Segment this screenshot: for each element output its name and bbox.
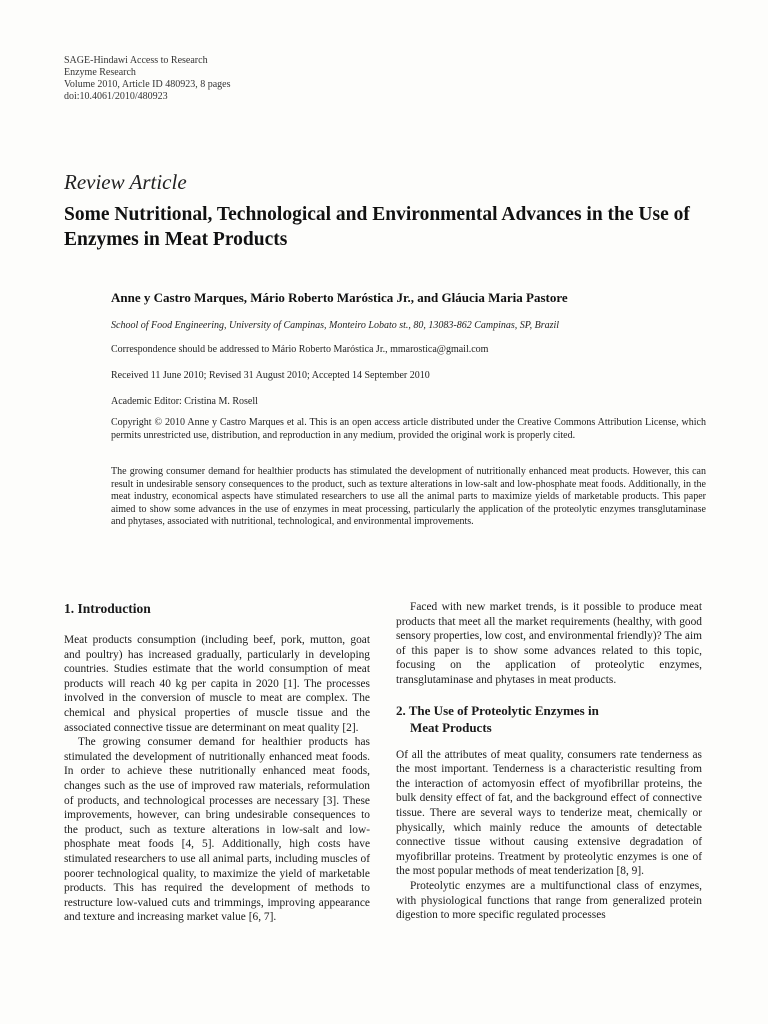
section-heading-line-1: 2. The Use of Proteolytic Enzymes in [396,702,599,718]
section-heading-line-2: Meat Products [410,719,492,735]
academic-editor: Academic Editor: Cristina M. Rosell [111,396,258,407]
correspondence: Correspondence should be addressed to Mário Roberto Maróstica Jr., mmarostica@gmail.com [111,344,489,355]
authors: Anne y Castro Marques, Mário Roberto Maróstica Jr., and Gláucia Maria Pastore [111,290,568,305]
left-column [64,600,370,925]
journal-info [64,55,230,103]
journal-volume: Volume 2010, Article ID 480923, 8 pages [64,79,231,90]
section2-paragraph-1: Of all the attributes of meat quality, consumers rate tenderness as the most important. Tenderness is a characteristic resulting from the interaction of actomyosin effect of myofibrillar proteins, the bulk density effect of fat, and the background effect of connective tissue. There are several ways to tenderize meat, chemically or physically, which mainly reduce the amounts of detectable connective tissue without causing extensive degradation of myofibrillar proteins. Treatment by proteolytic enzymes is one of the most popular methods of meat tenderization [8, 9]. [396,748,702,878]
article-type: Review Article [64,170,187,194]
section-heading-introduction: 1. Introduction [64,601,151,616]
intro-paragraph-3: Faced with new market trends, is it possible to produce meat products that meet all the market requirements (healthy, with good sensory properties, low cost, and environmental friendly)? The aim of this paper is to show some advances related to this topic, focusing on the application of proteolytic enzymes, transglutaminase and phytases in meat products. [396,601,702,686]
abstract: The growing consumer demand for healthier products has stimulated the development of nutritionally enhanced meat products. However, this can result in undesirable sensory consequences to the product, such as texture alterations in low-salt and low-phosphate meat foods. Additionally, in the meat industry, economical aspects have stimulated researchers to use all the animal parts to maximize yields of marketable products. This paper aimed to show some advances in the use of enzymes in meat processing, particularly the application of the proteolytic enzymes transglutaminase and phytases, associated with nutritional, technological, and environmental improvements. [111,466,706,527]
copyright: Copyright © 2010 Anne y Castro Marques et al. This is an open access article distributed under the Creative Commons Attribution License, which permits unrestricted use, distribution, and reproduction in any medium, provided the original work is properly cited. [111,417,706,441]
journal-doi: doi:10.4061/2010/480923 [64,91,168,102]
intro-paragraph-1: Meat products consumption (including beef, pork, mutton, goat and poultry) has increased gradually, particularly in developing countries. Studies estimate that the world consumption of meat products will reach 40 kg per capita in 2020 [1]. The processes involved in the conversion of muscle to meat are complex. The chemical and physical properties of muscle tissue and the associated connective tissue are determinant on meat quality [2]. [64,634,370,734]
affiliation: School of Food Engineering, University of Campinas, Monteiro Lobato st., 80, 13083-862 Campinas, SP, Brazil [111,320,560,331]
section2-paragraph-2: Proteolytic enzymes are a multifunctional class of enzymes, with physiological functions that range from generalized protein digestion to more specific regulated processes [396,879,702,922]
journal-name: Enzyme Research [64,67,136,78]
journal-publisher: SAGE-Hindawi Access to Research [64,55,208,66]
dates: Received 11 June 2010; Revised 31 August 2010; Accepted 14 September 2010 [111,370,430,381]
intro-paragraph-2: The growing consumer demand for healthier products has stimulated the development of nutritionally enhanced meat foods. In order to achieve these nutritionally enhanced meat foods, changes such as the use of improved raw materials, reformulation of products, and technological processes are necessary [3]. These improvements, however, can bring undesirable consequences to the product, such as texture alterations in low-salt and low-phosphate meat foods [4, 5]. Additionally, high costs have stimulated researchers to use all animal parts, including muscles of poorer technological quality, to maximize the yield of marketable products. This has required the development of methods to restructure low-valued cuts and trimmings, improving appearance and texture and increasing market value [6, 7]. [64,736,370,924]
paper-title: Some Nutritional, Technological and Environmental Advances in the Use of Enzymes in Meat Products [64,204,690,250]
section-heading-proteolytic-enzymes [396,702,702,736]
right-column [396,600,702,923]
